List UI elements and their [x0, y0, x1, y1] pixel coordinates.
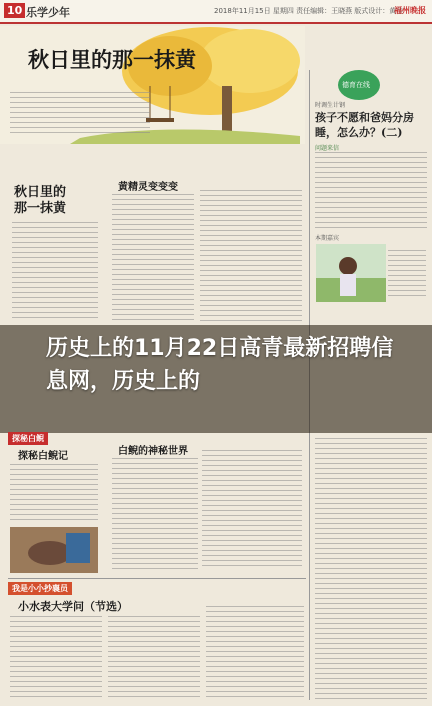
article4-tag: 探秘白鲵 — [8, 432, 48, 445]
right-title: 孩子不愿和爸妈分房睡，怎么办？(二) — [315, 111, 414, 139]
article4-title: 探秘白鲵记 — [18, 451, 68, 462]
salamander-photo — [10, 527, 98, 573]
section-name: 乐学少年 — [26, 6, 70, 19]
girl-photo — [316, 244, 386, 302]
right-letter-text — [315, 152, 427, 228]
main-intro-text — [10, 92, 150, 134]
article5-title: 小水表大学问（节选） — [18, 600, 128, 613]
right-answer-text — [315, 438, 427, 700]
right-bio-text — [388, 250, 426, 300]
side-title: 秋日里的那一抹黄 — [14, 185, 67, 216]
right-section-label: 问题来信 — [315, 145, 340, 152]
article3-text-col2 — [202, 450, 302, 570]
article3-title: 白鲵的神秘世界 — [118, 446, 188, 457]
page-number: 10 — [4, 3, 25, 18]
main-title: 秋日里的那一抹黄 — [28, 47, 196, 72]
right-kicker: 时调生计钢 — [315, 102, 346, 109]
article4-text — [10, 464, 98, 524]
date-line: 2018年11月15日 星期四 责任编辑：王晓燕 版式设计：黄佳 — [214, 7, 404, 15]
side-article-text — [12, 222, 98, 320]
article2-text-col1 — [112, 194, 194, 322]
article5-text-col1 — [10, 616, 102, 700]
article3-text-col1 — [112, 458, 198, 570]
badge-label: 德育在线 — [342, 81, 370, 89]
article5-tag: 我是小小抄襄员 — [8, 582, 72, 595]
right-author-label: 本期嘉宾 — [315, 235, 340, 242]
article5-text-col2 — [108, 616, 200, 700]
article2-title: 黄精灵变变变 — [118, 182, 178, 193]
article2-text-col2 — [200, 190, 302, 322]
article5-text-col3 — [206, 606, 304, 700]
section-divider — [8, 578, 306, 579]
paper-name: 福州晚报 — [394, 6, 426, 15]
overlay-title: 历史上的11月22日高青最新招聘信息网，历史上的 — [46, 336, 394, 394]
